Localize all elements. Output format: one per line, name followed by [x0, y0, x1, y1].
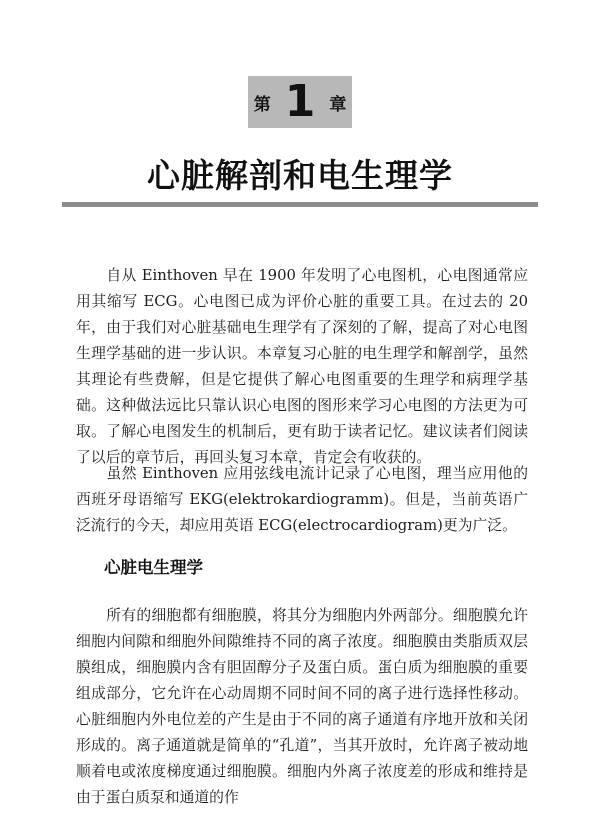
ekg-paragraph-text: 虽然 Einthoven 应用弦线电流计记录了心电图，理当应用他的西班牙母语缩写 EKG(elektrokardiogramm)。但是，当前英语广泛流行的今天，却应用英语 ECG(electrocardiogram)更为广泛。 — [76, 465, 528, 534]
intro-paragraph — [76, 263, 528, 471]
section-heading: 心脏电生理学 — [104, 558, 203, 577]
intro-paragraph-text: 自从 Einthoven 早在 1900 年发明了心电图机，心电图通常应用其缩写 ECG。心电图已成为评价心脏的重要工具。在过去的 20 年，由于我们对心脏基础电生理学有了深刻的了解，提高了对心电图生理学基础的进一步认识。本章复习心脏的电生理学和解剖学，虽然其理论有些费解，但是它提供了解心电图重要的生理学和病理学基础。这种做法远比只靠认识心电图的图形来学习心电图的方法更为可取。了解心电图发生的机制后，更有助于读者记忆。建议读者们阅读了以后的章节后，再回头复习本章，肯定会有收获的。 — [76, 267, 528, 466]
chapter-suffix: 章 — [329, 94, 347, 115]
chapter-prefix: 第 — [253, 94, 271, 115]
ekg-paragraph — [76, 461, 528, 539]
title-divider — [62, 202, 538, 207]
section-body-text: 所有的细胞都有细胞膜，将其分为细胞内外两部分。细胞膜允许细胞内间隙和细胞外间隙维持不同的离子浓度。细胞膜由类脂质双层膜组成，细胞膜内含有胆固醇分子及蛋白质。蛋白质为细胞膜的重要组成部分，它允许在心动周期不同时间不同的离子进行选择性移动。心脏细胞内外电位差的产生是由于不同的离子通道有序地开放和关闭形成的。离子通道就是简单的“孔道”，当其开放时，允许离子被动地顺着电或浓度梯度通过细胞膜。细胞内外离子浓度差的形成和维持是由于蛋白质泵和通道的作 — [76, 607, 528, 806]
section-body-paragraph — [76, 603, 528, 811]
chapter-title: 心脏解剖和电生理学 — [147, 156, 453, 195]
chapter-label-box — [248, 76, 352, 128]
chapter-number: 1 — [284, 76, 316, 127]
